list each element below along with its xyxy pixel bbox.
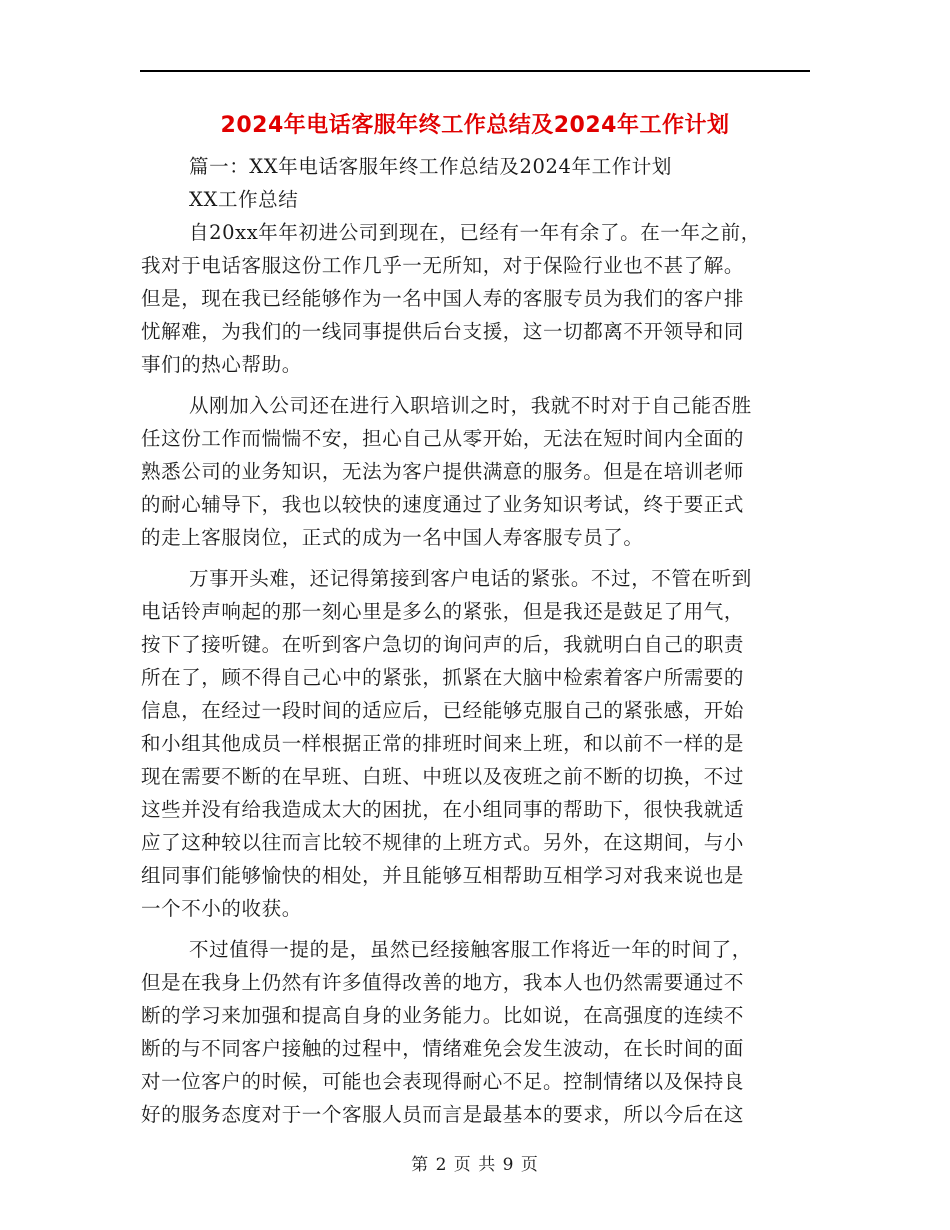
paragraph-3: [141, 562, 811, 925]
paragraph-line: 所在了，顾不得自己心中的紧张，抓紧在大脑中检索着客户所需要的: [141, 666, 745, 689]
paragraph-line: 信息，在经过一段时间的适应后，已经能够克服自己的紧张感，开始: [141, 699, 745, 722]
paragraph-line: 现在需要不断的在早班、白班、中班以及夜班之前不断的切换，不过: [141, 765, 745, 788]
paragraph-2: [141, 389, 811, 554]
paragraph-line: 事们的热心帮助。: [141, 353, 302, 376]
paragraph-line: 万事开头难，还记得第接到客户电话的紧张。不过，不管在听到: [189, 567, 752, 590]
paragraph-1: [141, 216, 811, 381]
paragraph-line: 我对于电话客服这份工作几乎一无所知，对于保险行业也不甚了解。: [141, 254, 745, 277]
paragraph-line: 但是在我身上仍然有许多值得改善的地方，我本人也仍然需要通过不: [141, 971, 745, 994]
paragraph-4: [141, 933, 811, 1131]
header-rule: [140, 70, 810, 72]
paragraph-line: 和小组其他成员一样根据正常的排班时间来上班，和以前不一样的是: [141, 732, 745, 755]
paragraph-line: 任这份工作而惴惴不安，担心自己从零开始，无法在短时间内全面的: [141, 427, 745, 450]
paragraph-line: 好的服务态度对于一个客服人员而言是最基本的要求，所以今后在这: [141, 1103, 745, 1126]
paragraph-line: 的耐心辅导下，我也以较快的速度通过了业务知识考试，终于要正式: [141, 493, 745, 516]
chapter-heading: 篇一：XX年电话客服年终工作总结及2024年工作计划: [189, 155, 672, 178]
paragraph-line: 电话铃声响起的那一刻心里是多么的紧张，但是我还是鼓足了用气，: [141, 600, 745, 623]
paragraph-line: 断的与不同客户接触的过程中，情绪难免会发生波动，在长时间的面: [141, 1037, 745, 1060]
paragraph-line: 忧解难，为我们的一线同事提供后台支援，这一切都离不开领导和同: [141, 320, 745, 343]
paragraph-line: 对一位客户的时候，可能也会表现得耐心不足。控制情绪以及保持良: [141, 1070, 745, 1093]
document-title: 2024年电话客服年终工作总结及2024年工作计划: [220, 113, 730, 138]
paragraph-line: 断的学习来加强和提高自身的业务能力。比如说，在高强度的连续不: [141, 1004, 745, 1027]
paragraph-line: 应了这种较以往而言比较不规律的上班方式。另外，在这期间，与小: [141, 831, 745, 854]
paragraph-line: 从刚加入公司还在进行入职培训之时，我就不时对于自己能否胜: [189, 394, 752, 417]
paragraph-line: 组同事们能够愉快的相处，并且能够互相帮助互相学习对我来说也是: [141, 864, 745, 887]
paragraph-line: 按下了接听键。在听到客户急切的询问声的后，我就明白自己的职责: [141, 633, 745, 656]
paragraph-line: 这些并没有给我造成太大的困扰，在小组同事的帮助下，很快我就适: [141, 798, 745, 821]
page-number-footer: 第 2 页 共 9 页: [411, 1155, 539, 1175]
paragraph-line: 熟悉公司的业务知识，无法为客户提供满意的服务。但是在培训老师: [141, 460, 745, 483]
paragraph-line: 一个不小的收获。: [141, 897, 302, 920]
paragraph-line: 不过值得一提的是，虽然已经接触客服工作将近一年的时间了，: [189, 938, 752, 961]
paragraph-line: 但是，现在我已经能够作为一名中国人寿的客服专员为我们的客户排: [141, 287, 745, 310]
paragraph-line: 的走上客服岗位，正式的成为一名中国人寿客服专员了。: [141, 526, 644, 549]
document-body: [141, 150, 811, 1131]
section-heading: XX工作总结: [189, 188, 299, 211]
paragraph-line: 自20xx年年初进公司到现在，已经有一年有余了。在一年之前，: [189, 221, 761, 244]
